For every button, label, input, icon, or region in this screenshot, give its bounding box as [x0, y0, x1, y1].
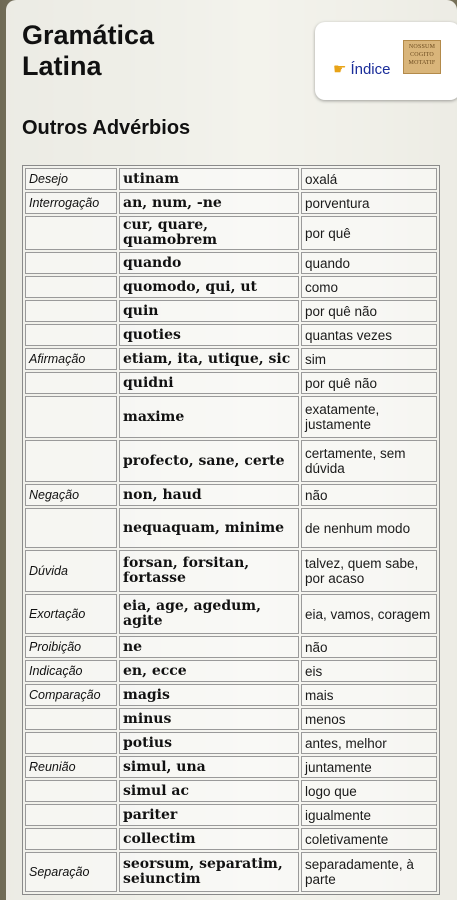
category-cell: Separação	[25, 852, 117, 892]
portuguese-cell: mais	[301, 684, 437, 706]
table-row	[25, 684, 437, 706]
latin-cell: ne	[119, 636, 299, 658]
category-cell	[25, 732, 117, 754]
category-cell: Afirmação	[25, 348, 117, 370]
logo-text-2: COGITO	[410, 52, 434, 58]
category-cell	[25, 216, 117, 250]
category-cell	[25, 708, 117, 730]
adverbs-table-container	[22, 165, 440, 895]
table-row	[25, 660, 437, 682]
table-row	[25, 708, 437, 730]
portuguese-cell: logo que	[301, 780, 437, 802]
table-row	[25, 300, 437, 322]
latin-cell: pariter	[119, 804, 299, 826]
portuguese-cell: antes, melhor	[301, 732, 437, 754]
latin-cell: eia, age, agedum, agite	[119, 594, 299, 634]
latin-cell: quoties	[119, 324, 299, 346]
latin-cell: utinam	[119, 168, 299, 190]
category-cell	[25, 372, 117, 394]
portuguese-cell: por quê	[301, 216, 437, 250]
category-cell	[25, 804, 117, 826]
latin-cell: quando	[119, 252, 299, 274]
category-cell: Dúvida	[25, 550, 117, 592]
portuguese-cell: separadamente, à parte	[301, 852, 437, 892]
portuguese-cell: talvez, quem sabe, por acaso	[301, 550, 437, 592]
portuguese-cell: eis	[301, 660, 437, 682]
category-cell	[25, 300, 117, 322]
category-cell: Exortação	[25, 594, 117, 634]
adverbs-table-body	[25, 168, 437, 892]
portuguese-cell: menos	[301, 708, 437, 730]
title-line-2: Latina	[22, 51, 102, 81]
portuguese-cell: quantas vezes	[301, 324, 437, 346]
portuguese-cell: sim	[301, 348, 437, 370]
latin-cell: potius	[119, 732, 299, 754]
category-cell: Indicação	[25, 660, 117, 682]
portuguese-cell: como	[301, 276, 437, 298]
category-cell	[25, 828, 117, 850]
latin-cell: etiam, ita, utique, sic	[119, 348, 299, 370]
category-cell	[25, 276, 117, 298]
table-row	[25, 732, 437, 754]
table-row	[25, 216, 437, 250]
portuguese-cell: não	[301, 484, 437, 506]
latin-cell: an, num, -ne	[119, 192, 299, 214]
table-row	[25, 756, 437, 778]
table-row	[25, 192, 437, 214]
portuguese-cell: porventura	[301, 192, 437, 214]
category-cell: Interrogação	[25, 192, 117, 214]
category-cell: Negação	[25, 484, 117, 506]
portuguese-cell: certamente, sem dúvida	[301, 440, 437, 482]
page-title	[22, 20, 222, 82]
title-line-1: Gramática	[22, 20, 155, 50]
table-row	[25, 252, 437, 274]
adverbs-table	[23, 166, 439, 894]
portuguese-cell: juntamente	[301, 756, 437, 778]
table-row	[25, 780, 437, 802]
latin-cell: quidni	[119, 372, 299, 394]
latin-cell: non, haud	[119, 484, 299, 506]
portuguese-cell: coletivamente	[301, 828, 437, 850]
latin-cell: quin	[119, 300, 299, 322]
portuguese-cell: oxalá	[301, 168, 437, 190]
category-cell: Comparação	[25, 684, 117, 706]
latin-cell: simul ac	[119, 780, 299, 802]
portuguese-cell: quando	[301, 252, 437, 274]
portuguese-cell: de nenhum modo	[301, 508, 437, 548]
latin-cell: cur, quare, quamobrem	[119, 216, 299, 250]
table-row	[25, 396, 437, 438]
table-row	[25, 852, 437, 892]
table-row	[25, 276, 437, 298]
table-row	[25, 168, 437, 190]
table-row	[25, 372, 437, 394]
table-row	[25, 594, 437, 634]
table-row	[25, 636, 437, 658]
portuguese-cell: não	[301, 636, 437, 658]
latin-cell: profecto, sane, certe	[119, 440, 299, 482]
latin-cell: maxime	[119, 396, 299, 438]
table-row	[25, 508, 437, 548]
category-cell	[25, 252, 117, 274]
category-cell	[25, 508, 117, 548]
section-title: Outros Advérbios	[22, 117, 191, 139]
category-cell	[25, 440, 117, 482]
logo-text-1: NOSSUM	[408, 44, 436, 50]
index-link[interactable]	[333, 60, 390, 78]
latin-cell: collectim	[119, 828, 299, 850]
category-cell	[25, 324, 117, 346]
index-card	[315, 22, 457, 100]
table-row	[25, 550, 437, 592]
latin-cell: nequaquam, minime	[119, 508, 299, 548]
latin-cell: seorsum, separatim, seiunctim	[119, 852, 299, 892]
category-cell: Desejo	[25, 168, 117, 190]
index-link-label: Índice	[350, 60, 391, 78]
logo-text-3: MOTATIF	[408, 60, 436, 66]
portuguese-cell: por quê não	[301, 372, 437, 394]
portuguese-cell: por quê não	[301, 300, 437, 322]
pointing-hand-icon: ☛	[333, 61, 347, 78]
table-row	[25, 324, 437, 346]
category-cell	[25, 780, 117, 802]
portuguese-cell: exatamente, justamente	[301, 396, 437, 438]
latin-cell: simul, una	[119, 756, 299, 778]
portuguese-cell: igualmente	[301, 804, 437, 826]
portuguese-cell: eia, vamos, coragem	[301, 594, 437, 634]
table-row	[25, 484, 437, 506]
latin-cell: minus	[119, 708, 299, 730]
latin-cell: magis	[119, 684, 299, 706]
latin-cell: en, ecce	[119, 660, 299, 682]
table-row	[25, 348, 437, 370]
category-cell: Proibição	[25, 636, 117, 658]
table-row	[25, 804, 437, 826]
table-row	[25, 440, 437, 482]
site-logo	[403, 40, 441, 74]
category-cell	[25, 396, 117, 438]
table-row	[25, 828, 437, 850]
latin-cell: quomodo, qui, ut	[119, 276, 299, 298]
latin-cell: forsan, forsitan, fortasse	[119, 550, 299, 592]
category-cell: Reunião	[25, 756, 117, 778]
